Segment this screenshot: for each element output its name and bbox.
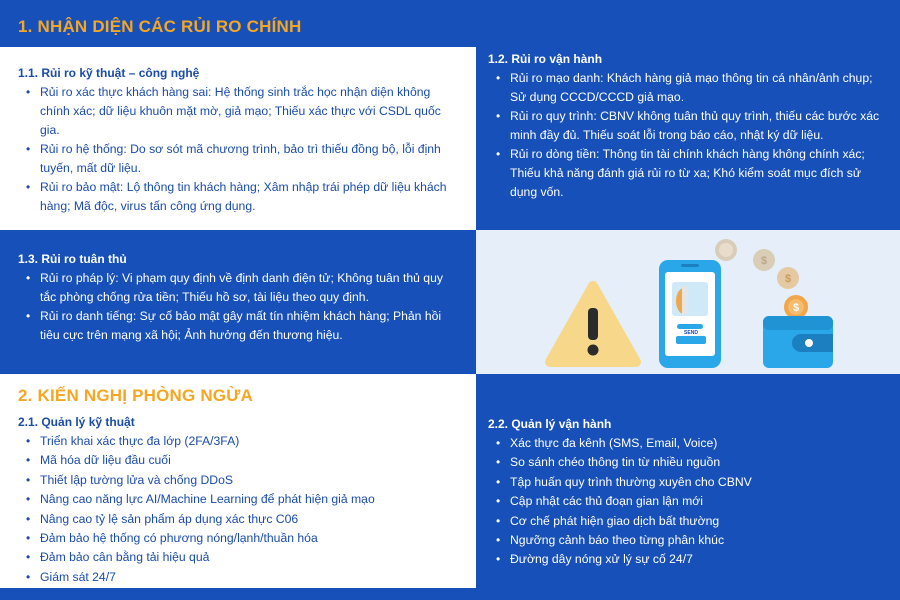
svg-text:$: $ [784,273,792,285]
operational-risk-heading: 1.2. Rủi ro vận hành [488,52,603,66]
list-item: • Ngưỡng cảnh báo theo từng phân khúc [488,531,886,550]
section-2-header [0,374,476,410]
compliance-risk-list [18,269,462,345]
list-item: • Rủi ro bảo mật: Lộ thông tin khách hàng; Xâm nhập trái phép dữ liệu khách hàng; Mã độc, virus tấn công ứng dụng. [18,178,462,216]
wallet-icon [763,316,833,368]
list-item: • Rủi ro pháp lý: Vi phạm quy định về định danh điện tử; Không tuân thủ quy tắc phòng chống rửa tiền; Thiếu hồ sơ, tài liệu theo quy định. [18,269,462,307]
tech-management-panel [0,410,476,588]
technical-risk-list [18,83,462,216]
list-item: • Rủi ro xác thực khách hàng sai: Hệ thống sinh trắc học nhận diện không chính xác; dữ liệu khuôn mặt mờ, giả mạo; Thiếu xác thực với CSDL quốc gia. [18,83,462,140]
list-item: • Rủi ro hệ thống: Do sơ sót mã chương trình, bảo trì thiếu đồng bộ, lỗi định tuyến, mất dữ liệu. [18,140,462,178]
smartphone-icon [659,260,721,368]
svg-text:$: $ [792,302,800,314]
list-item: • Rủi ro quy trình: CBNV không tuân thủ quy trình, thiếu các bước xác minh đầy đủ. Thiếu soát lỗi trong báo cáo, nhật ký dữ liệu. [488,107,886,145]
section-2-title: 2. KIẾN NGHỊ PHÒNG NGỪA [18,386,254,405]
list-item: • Triển khai xác thực đa lớp (2FA/3FA) [18,432,462,451]
ops-management-panel [476,410,900,588]
list-item: • Đường dây nóng xử lý sự cố 24/7 [488,550,886,569]
illustration-svg [476,230,900,374]
tech-management-list [18,432,462,587]
list-item: • Cơ chế phát hiện giao dịch bất thường [488,512,886,531]
send-button-label: SEND [684,330,698,336]
compliance-risk-panel [0,230,476,374]
technical-risk-heading: 1.1. Rủi ro kỹ thuật – công nghệ [18,66,200,80]
list-item: • Rủi ro danh tiếng: Sự cố bảo mật gây mất tín nhiệm khách hàng; Phản hồi tiêu cực trên mạng xã hội; Ảnh hưởng đến thương hiệu. [18,307,462,345]
technical-risk-panel [0,47,476,230]
section-1-title: 1. NHẬN DIỆN CÁC RỦI RO CHÍNH [18,17,302,36]
list-item: • Cập nhật các thủ đoạn gian lận mới [488,492,886,511]
operational-risk-list [488,69,886,202]
list-item: • Rủi ro dòng tiền: Thông tin tài chính khách hàng không chính xác; Thiếu khả năng đánh giá rủi ro từ xa; Khó kiểm soát mục đích sử dụng vốn. [488,145,886,202]
warning-icon [550,286,636,362]
list-item: • Đảm bảo cân bằng tải hiệu quả [18,548,462,567]
ops-management-heading: 2.2. Quản lý vận hành [488,417,612,431]
list-item: • Mã hóa dữ liệu đầu cuối [18,451,462,470]
risk-illustration [476,230,900,374]
list-item: • Nâng cao năng lực AI/Machine Learning để phát hiện giả mạo [18,490,462,509]
list-item: • So sánh chéo thông tin từ nhiều nguồn [488,453,886,472]
list-item: • Đảm bảo hệ thống có phương nóng/lạnh/thuần hóa [18,529,462,548]
list-item: • Xác thực đa kênh (SMS, Email, Voice) [488,434,886,453]
svg-text:$: $ [760,255,768,267]
list-item: • Giám sát 24/7 [18,568,462,587]
list-item: • Nâng cao tỷ lệ sản phẩm áp dụng xác thực C06 [18,510,462,529]
ops-management-list [488,434,886,570]
list-item: • Rủi ro mạo danh: Khách hàng giả mạo thông tin cá nhân/ảnh chụp; Sử dụng CCCD/CCCD giả mạo. [488,69,886,107]
list-item: • Tập huấn quy trình thường xuyên cho CBNV [488,473,886,492]
operational-risk-panel [476,47,900,230]
compliance-risk-heading: 1.3. Rủi ro tuân thủ [18,252,127,266]
coin-icon [715,239,808,319]
tech-management-heading: 2.1. Quản lý kỹ thuật [18,415,135,429]
list-item: • Thiết lập tường lửa và chống DDoS [18,471,462,490]
